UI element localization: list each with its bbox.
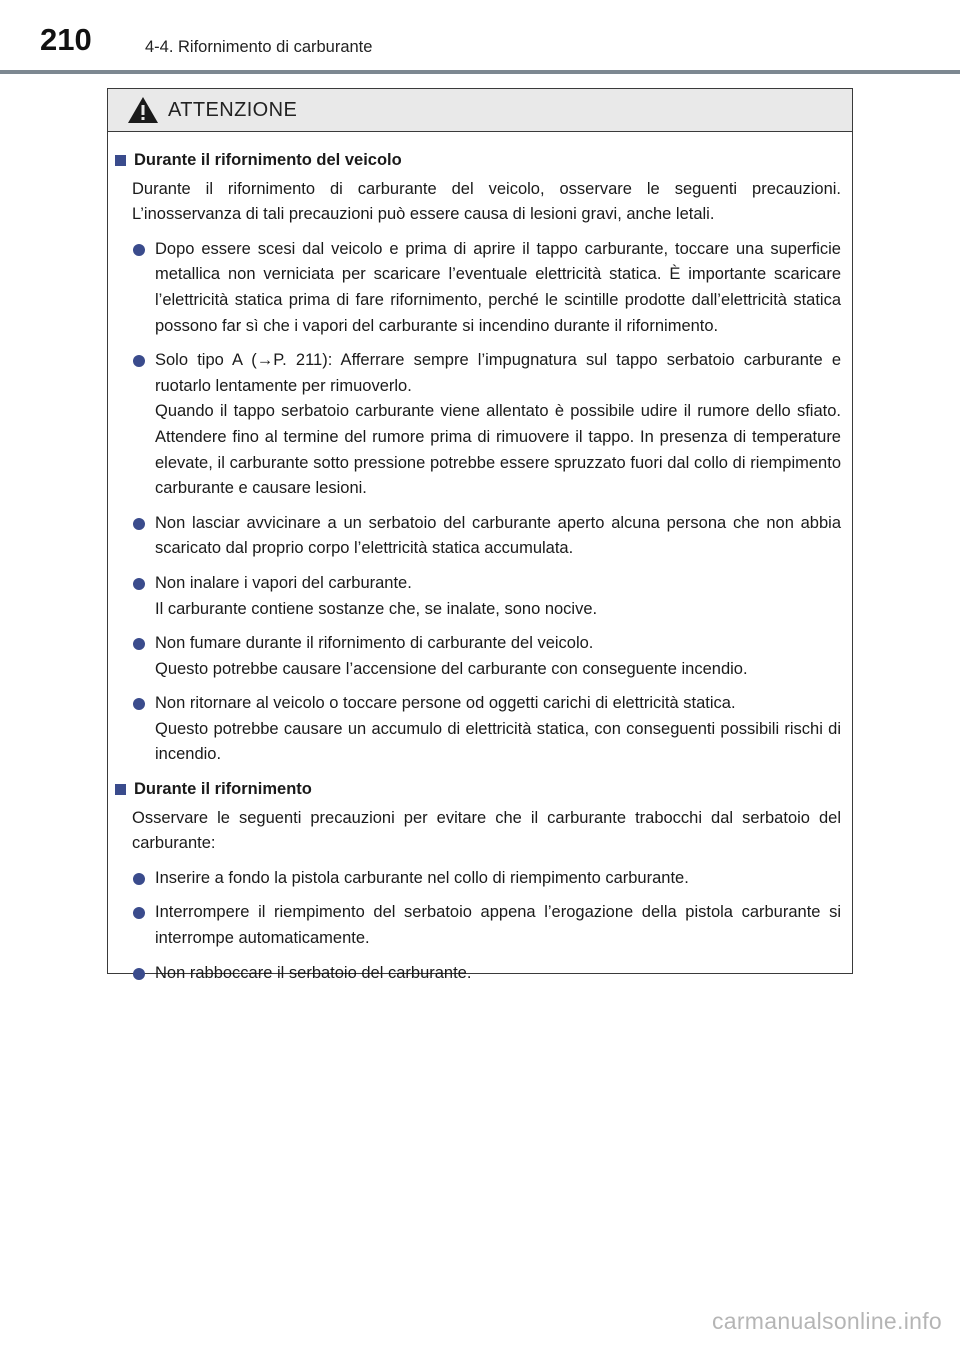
bullet-line: Non inalare i vapori del carburante. (155, 573, 412, 592)
bullet-text (155, 691, 841, 768)
bullet-line: Inserire a fondo la pistola carburante nel collo di riempimento carburante. (155, 868, 689, 887)
bullet-line: Questo potrebbe causare l’accensione del carburante con conseguente incendio. (155, 659, 748, 678)
warning-box (107, 88, 853, 982)
warning-section (115, 777, 841, 986)
bullet-line: Non lasciar avvicinare a un serbatoio del carburante aperto alcuna persona che non abbia scaricato dal proprio corpo l’elettricità statica accumulata. (155, 513, 841, 558)
bullet-text (155, 631, 841, 682)
bullet-line: Non fumare durante il rifornimento di carburante del veicolo. (155, 634, 594, 653)
bullet-item (133, 631, 841, 682)
section-heading-text: Durante il rifornimento del veicolo (134, 151, 402, 169)
warning-body (108, 132, 852, 986)
section-heading (115, 777, 841, 803)
bullet-item (133, 571, 841, 622)
watermark: carmanualsonline.info (711, 1308, 942, 1334)
section-intro (132, 177, 841, 228)
bullet-text (155, 866, 841, 892)
square-bullet-icon (115, 784, 126, 795)
intro-paragraph: Durante il rifornimento di carburante del veicolo, osservare le seguenti precauzioni. L’inosservanza di tali precauzioni può essere causa di lesioni gravi, anche letali. (132, 179, 841, 224)
bullet-line: Quando il tappo serbatoio carburante viene allentato è possibile udire il rumore dello sfiato. Attendere fino al termine del rumore prima di rimuovere il tappo. In presenza di temperature elevate, il carburante sotto pressione potrebbe essere spruzzato fuori dal collo di riempimento carburante e causare lesioni. (155, 402, 841, 498)
intro-paragraph: Osservare le seguenti precauzioni per evitare che il carburante trabocchi dal serbatoio del carburante: (132, 808, 841, 853)
bullet-line: Il carburante contiene sostanze che, se inalate, sono nocive. (155, 599, 598, 618)
bullet-item (133, 348, 841, 502)
warning-section (115, 148, 841, 768)
round-bullet-icon (133, 968, 145, 980)
round-bullet-icon (133, 244, 145, 256)
section-heading-text: Durante il rifornimento (134, 780, 312, 799)
section-title: 4-4. Rifornimento di carburante (145, 38, 373, 56)
bullet-text (155, 961, 841, 987)
warning-triangle-icon (126, 95, 160, 125)
bullet-line: Interrompere il riempimento del serbatoio appena l’erogazione della pistola carburante si interrompe automaticamente. (155, 903, 841, 948)
round-bullet-icon (133, 907, 145, 919)
warning-title: ATTENZIONE (168, 98, 298, 121)
bullet-item (133, 961, 841, 987)
warning-header (108, 89, 852, 132)
square-bullet-icon (115, 155, 126, 166)
bullet-item (133, 691, 841, 768)
bullet-text (155, 571, 841, 622)
bullet-item (133, 866, 841, 892)
round-bullet-icon (133, 873, 145, 885)
bullet-item (133, 511, 841, 562)
section-intro (132, 806, 841, 857)
header-divider (0, 70, 960, 74)
bullet-item (133, 237, 841, 339)
bullet-text (155, 348, 841, 502)
bullet-line: Non ritornare al veicolo o toccare persone od oggetti carichi di elettricità statica. (155, 694, 736, 713)
bullet-line: Non rabboccare il serbatoio del carburante. (155, 963, 472, 982)
bullet-item (133, 900, 841, 951)
round-bullet-icon (133, 698, 145, 710)
bullet-line: Solo tipo A (→P. 211): Afferrare sempre l’impugnatura sul tappo serbatoio carburante e ruotarlo lentamente per rimuoverlo. (155, 351, 841, 395)
round-bullet-icon (133, 638, 145, 650)
round-bullet-icon (133, 578, 145, 590)
bullet-text (155, 900, 841, 951)
round-bullet-icon (133, 355, 145, 367)
section-heading (115, 148, 841, 174)
bullet-text (155, 511, 841, 562)
round-bullet-icon (133, 518, 145, 530)
page-number: 210 (40, 22, 92, 57)
bullet-line: Questo potrebbe causare un accumulo di elettricità statica, con conseguenti possibili rischi di incendio. (155, 719, 841, 764)
bullet-text (155, 237, 841, 339)
bullet-line: Dopo essere scesi dal veicolo e prima di aprire il tappo carburante, toccare una superficie metallica non verniciata per scaricare l’eventuale elettricità statica. È importante scaricare l’elettricità statica prima di fare rifornimento, perché le scintille prodotte dall’elettricità statica possono far sì che i vapori del carburante si incendino durante il rifornimento. (155, 239, 841, 335)
